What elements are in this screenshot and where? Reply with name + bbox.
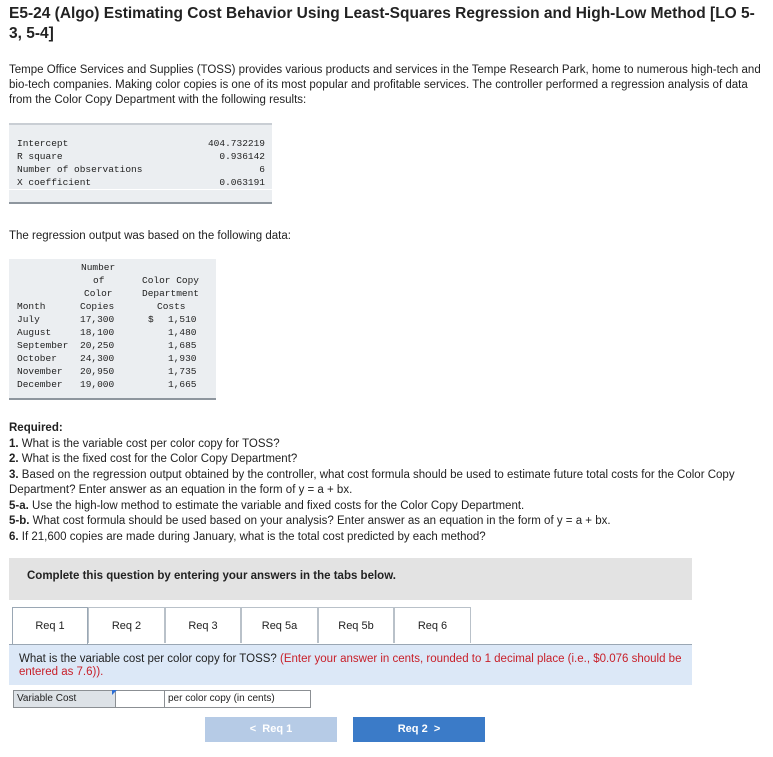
regression-label: R square bbox=[17, 151, 63, 162]
table-cell-copies: 20,950 bbox=[80, 366, 115, 377]
table-bottom-rule bbox=[9, 202, 272, 204]
regression-value: 0.063191 bbox=[219, 177, 265, 188]
regression-value: 404.732219 bbox=[207, 138, 265, 149]
variable-cost-input[interactable] bbox=[115, 690, 167, 708]
prev-req-button[interactable] bbox=[205, 717, 337, 742]
input-flag-icon bbox=[112, 690, 117, 695]
requirement-tabs bbox=[9, 607, 692, 645]
regression-row bbox=[17, 163, 265, 176]
table-cell-month: August bbox=[17, 327, 52, 338]
data-intro-text: The regression output was based on the following data: bbox=[9, 230, 291, 242]
instruction-bar bbox=[9, 558, 692, 600]
tab-req-6[interactable]: Req 6 bbox=[394, 607, 471, 643]
regression-label: Intercept bbox=[17, 138, 69, 149]
prev-req-label: Req 1 bbox=[262, 723, 293, 735]
table-cell-copies: 19,000 bbox=[80, 379, 115, 390]
column-header: Color Copy bbox=[142, 275, 200, 286]
tab-req-3[interactable]: Req 3 bbox=[165, 607, 241, 643]
column-header: Department bbox=[142, 288, 200, 299]
column-header: Costs bbox=[157, 301, 186, 312]
problem-title: E5-24 (Algo) Estimating Cost Behavior Using Least-Squares Regression and High-Low Method [LO 5-3, 5-4] bbox=[9, 5, 755, 42]
table-cell-costs: 1,510 bbox=[168, 314, 197, 325]
column-header: Number bbox=[81, 262, 116, 273]
table-cell-copies: 20,250 bbox=[80, 340, 115, 351]
column-header: Copies bbox=[80, 301, 115, 312]
regression-label: Number of observations bbox=[17, 164, 143, 175]
currency-symbol: $ bbox=[148, 314, 154, 325]
answer-label: Variable Cost bbox=[13, 690, 116, 708]
table-cell-costs: 1,665 bbox=[168, 379, 197, 390]
tab-req-2[interactable]: Req 2 bbox=[88, 607, 165, 643]
tab-req-5b[interactable]: Req 5b bbox=[318, 607, 394, 643]
table-cell-copies: 18,100 bbox=[80, 327, 115, 338]
answer-unit-label: per color copy (in cents) bbox=[164, 690, 311, 708]
table-cell-costs: 1,685 bbox=[168, 340, 197, 351]
regression-value: 6 bbox=[259, 164, 265, 175]
question-hint: (Enter your answer in cents, rounded to 1 decimal place (i.e., $0.076 should be entered as 7.6)). bbox=[19, 653, 682, 678]
table-cell-copies: 17,300 bbox=[80, 314, 115, 325]
regression-row bbox=[17, 150, 265, 163]
table-cell-copies: 24,300 bbox=[80, 353, 115, 364]
required-item: 5-b. What cost formula should be used based on your analysis? Enter answer as an equation in the form of y = a + bx. bbox=[9, 515, 611, 527]
regression-row bbox=[17, 137, 265, 150]
table-divider bbox=[9, 189, 272, 190]
regression-value: 0.936142 bbox=[219, 151, 265, 162]
required-section bbox=[9, 421, 764, 545]
column-header: Month bbox=[17, 301, 46, 312]
table-cell-month: December bbox=[17, 379, 63, 390]
table-cell-costs: 1,480 bbox=[168, 327, 197, 338]
next-req-label: Req 2 bbox=[397, 723, 428, 735]
regression-output-table bbox=[9, 123, 272, 204]
question-text: What is the variable cost per color copy for TOSS? (Enter your answer in cents, rounded to 1 decimal place (i.e., $0.076 should be entered as 7.6)). bbox=[19, 653, 682, 678]
chevron-left-icon: < bbox=[249, 723, 257, 735]
table-bottom-rule bbox=[9, 398, 216, 400]
required-item: 2. What is the fixed cost for the Color Copy Department? bbox=[9, 453, 298, 465]
next-req-button[interactable] bbox=[353, 717, 485, 742]
required-item: 6. If 21,600 copies are made during January, what is the total cost predicted by each method? bbox=[9, 530, 486, 543]
table-cell-month: October bbox=[17, 353, 57, 364]
tab-req-1[interactable]: Req 1 bbox=[12, 607, 88, 644]
intro-paragraph: Tempe Office Services and Supplies (TOSS) provides various products and services in the Tempe Research Park, home to numerous high-tech and bio-tech companies. Making color copies is one of its most popular and profitable services. The controller performed a regression analysis of data from the Color Copy Department with the following results: bbox=[9, 64, 761, 106]
required-item: 5-a. Use the high-low method to estimate the variable and fixed costs for the Color Copy Department. bbox=[9, 499, 525, 512]
required-item: 1. What is the variable cost per color copy for TOSS? bbox=[9, 437, 280, 450]
table-cell-costs: 1,930 bbox=[168, 353, 197, 364]
table-cell-month: November bbox=[17, 366, 63, 377]
required-heading: Required: bbox=[9, 422, 63, 434]
regression-label: X coefficient bbox=[17, 177, 92, 188]
chevron-right-icon: > bbox=[433, 723, 441, 735]
cost-data-table bbox=[9, 259, 216, 400]
column-header: of bbox=[93, 275, 105, 286]
question-panel bbox=[9, 645, 692, 685]
column-header: Color bbox=[84, 288, 113, 299]
tab-req-5a[interactable]: Req 5a bbox=[241, 607, 318, 643]
table-cell-costs: 1,735 bbox=[168, 366, 197, 377]
table-top-rule bbox=[9, 123, 272, 125]
required-item: 3. Based on the regression output obtained by the controller, what cost formula should be used to estimate future total costs for the Color Copy Department? Enter answer as an equation in the form of y = a + bx. bbox=[9, 468, 735, 496]
instruction-text: Complete this question by entering your answers in the tabs below. bbox=[27, 570, 396, 582]
table-cell-month: September bbox=[17, 340, 69, 351]
regression-row bbox=[17, 176, 265, 189]
table-cell-month: July bbox=[17, 314, 40, 325]
